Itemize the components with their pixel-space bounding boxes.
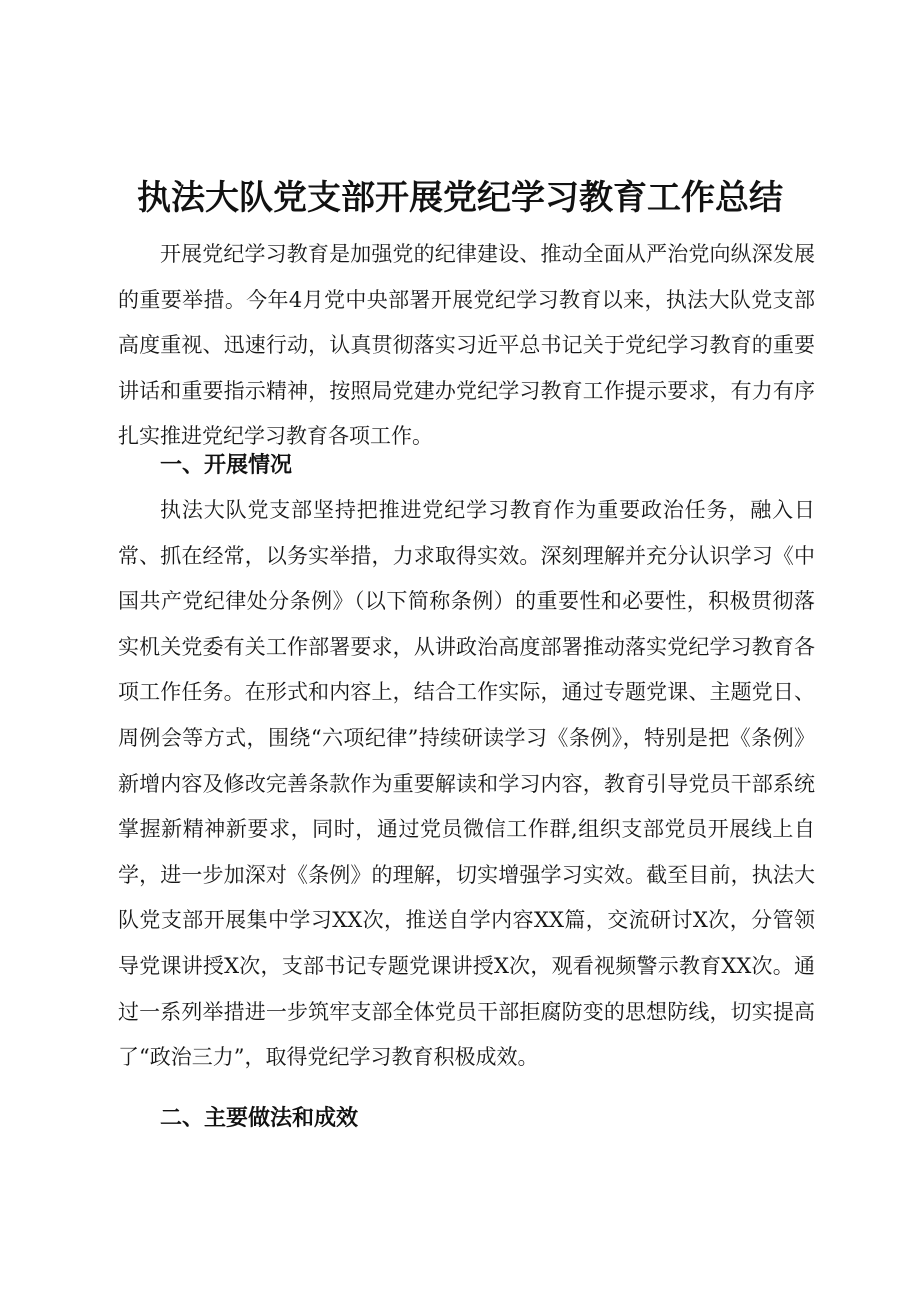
section-body-overview: 执法大队党支部坚持把推进党纪学习教育作为重要政治任务，融入日常、抓在经常，以务实举措，力求取得实效。深刻理解并充分认识学习《中国共产党纪律处分条例》（以下简称条例）的重要性和必要性，积极贯彻落实机关党委有关工作部署要求，从讲政治高度部署推动落实党纪学习教育各项工作任务。在形式和内容上，结合工作实际，通过专题党课、主题党日、周例会等方式，围绕“六项纪律”持续研读学习《条例》，特别是把《条例》新增内容及修改完善条款作为重要解读和学习内容，教育引导党员干部系统掌握新精神新要求，同时，通过党员微信工作群,组织支部党员开展线上自学，进一步加深对《条例》的理解，切实增强学习实效。截至目前，执法大队党支部开展集中学习XX次，推送自学内容XX篇，交流研讨X次，分管领导党课讲授X次，支部书记专题党课讲授X次，观看视频警示教育XX次。通过一系列举措进一步筑牢支部全体党员干部拒腐防变的思想防线，切实提高了“政治三力”，取得党纪学习教育积极成效。 [118, 498, 815, 1070]
section-heading-overview: 一、开展情况 [160, 453, 293, 478]
intro-paragraph: 开展党纪学习教育是加强党的纪律建设、推动全面从严治党向纵深发展的重要举措。今年4月党中央部署开展党纪学习教育以来，执法大队党支部高度重视、迅速行动，认真贯彻落实习近平总书记关于党纪学习教育的重要讲话和重要指示精神，按照局党建办党纪学习教育工作提示要求，有力有序扎实推进党纪学习教育各项工作。 [118, 242, 815, 449]
document-title: 执法大队党支部开展党纪学习教育工作总结 [137, 178, 783, 218]
section-heading-practices: 二、主要做法和成效 [160, 1106, 359, 1131]
